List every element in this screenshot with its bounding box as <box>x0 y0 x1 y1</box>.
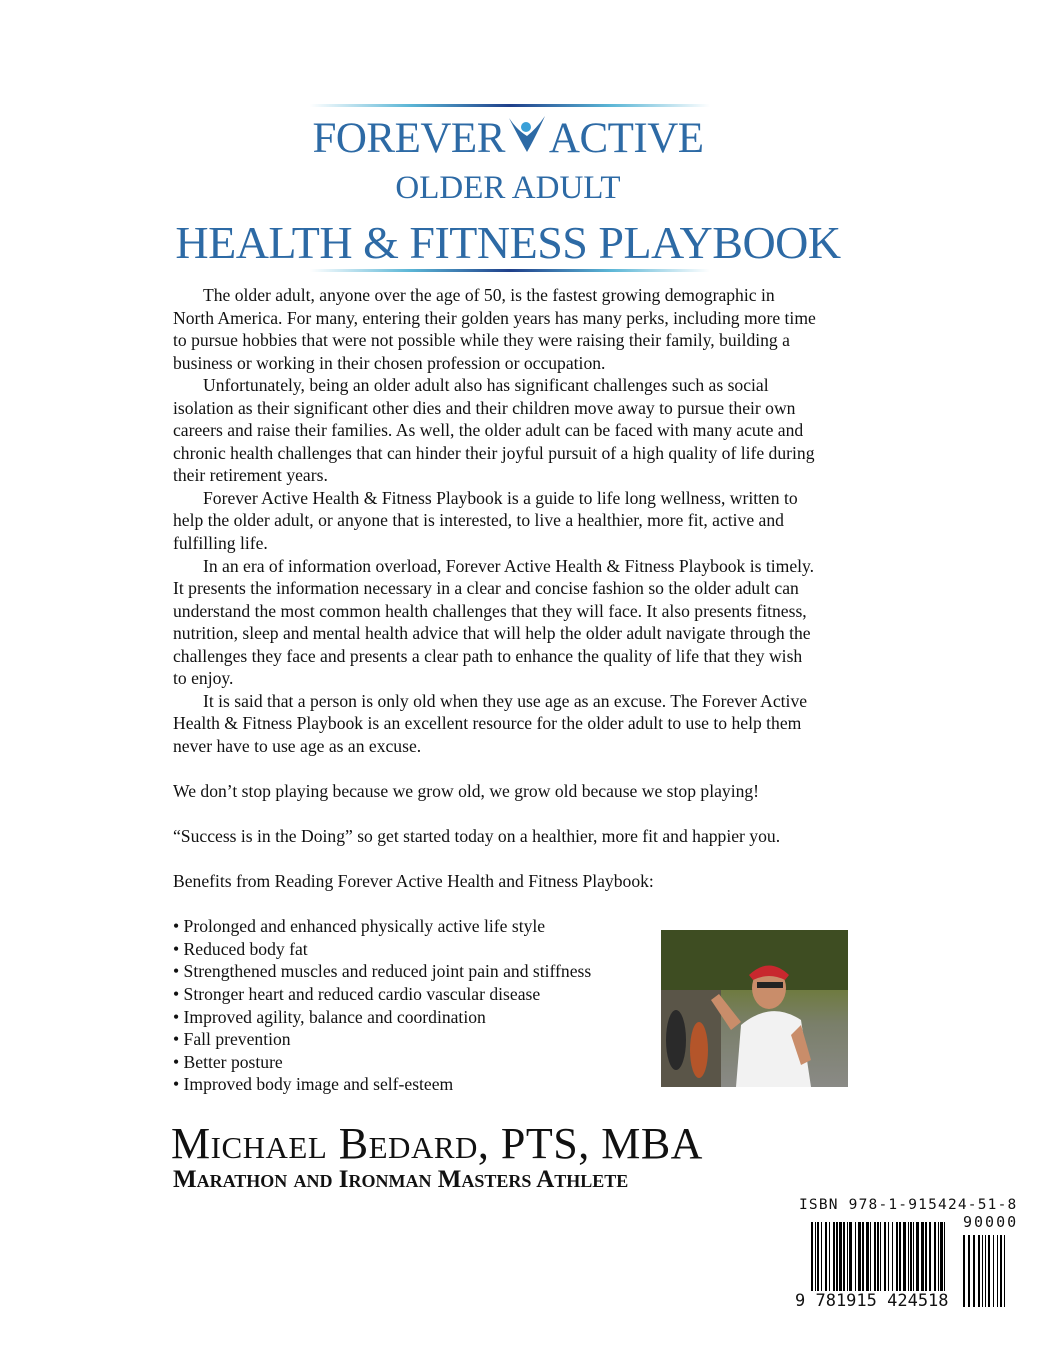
barcode-digits: 9 781915 424518 <box>795 1291 949 1311</box>
paragraph-line: Forever Active Health & Fitness Playbook is a guide to life long wellness, written to <box>203 487 798 508</box>
blank-line <box>173 893 873 916</box>
paragraph-line: It is said that a person is only old when they use age as an excuse. The Forever Active <box>203 690 808 711</box>
paragraph-line: North America. For many, entering their golden years has many perks, including more time <box>173 307 816 328</box>
logo-word-forever: FOREVER <box>312 115 505 162</box>
addon-bar <box>1004 1235 1005 1307</box>
addon-bar <box>968 1235 970 1307</box>
paragraph-line: chronic health challenges that can hinder their joyful pursuit of a high quality of life during <box>173 442 815 463</box>
book-title: HEALTH & FITNESS PLAYBOOK <box>175 217 841 268</box>
benefit-list-item: • Improved body image and self-esteem <box>173 1074 454 1095</box>
addon-bar <box>963 1235 965 1307</box>
addon-bar <box>993 1235 994 1307</box>
paragraph-line: to pursue hobbies that were not possible while they were raising their family, building a <box>173 330 790 351</box>
paragraph-line: The older adult, anyone over the age of 50, is the fastest growing demographic in <box>203 285 775 305</box>
benefit-list-item: • Improved agility, balance and coordination <box>173 1006 486 1027</box>
author-name: Michael Bedard, PTS, MBA <box>171 1119 703 1168</box>
author-credentials: Marathon and Ironman Masters Athlete <box>173 1166 629 1193</box>
paragraph-line: understand the most common health challenges that they will face. It also presents fitness, <box>173 600 807 621</box>
top-decorative-rule <box>310 104 710 107</box>
addon-bar <box>1000 1235 1002 1307</box>
paragraph-line: Health & Fitness Playbook is an excellent resource for the older adult to use to help them <box>173 713 802 734</box>
addon-bar <box>978 1235 980 1307</box>
paragraph-line: business or working in their chosen profession or occupation. <box>173 352 606 373</box>
active-person-icon <box>505 114 549 152</box>
paragraph-line: We don’t stop playing because we grow old, we grow old because we stop playing! <box>173 781 760 802</box>
paragraph-line: their retirement years. <box>173 465 328 486</box>
paragraph-line: isolation as their significant other dies and their children move away to pursue their own <box>173 397 796 418</box>
addon-bar <box>997 1235 998 1307</box>
logo-subtitle: OLDER ADULT <box>395 170 621 206</box>
paragraph-line: help the older adult, or anyone that is interested, to live a healthier, more fit, active and <box>173 510 784 531</box>
blank-line <box>173 757 873 780</box>
paragraph-line: fulfilling life. <box>173 533 268 554</box>
addon-bar <box>985 1235 986 1307</box>
benefit-list-item: • Fall prevention <box>173 1029 291 1050</box>
paragraph-line: “Success is in the Doing” so get started today on a healthier, more fit and happier you. <box>173 826 781 847</box>
author-photo <box>661 930 848 1087</box>
benefit-list-item: • Prolonged and enhanced physically active life style <box>173 916 546 937</box>
logo-word-active: ACTIVE <box>548 115 704 162</box>
benefit-list-item: • Stronger heart and reduced cardio vascular disease <box>173 983 541 1004</box>
price-addon-code: 90000 <box>963 1213 1019 1231</box>
blank-line <box>173 803 873 826</box>
isbn-label: ISBN 978-1-915424-51-8 <box>799 1197 1018 1213</box>
paragraph-line: It presents the information necessary in a clear and concise fashion so the older adult can <box>173 578 799 599</box>
paragraph-line: careers and raise their families. As well, the older adult can be faced with many acute and <box>173 420 804 441</box>
paragraph-line: never have to use age as an excuse. <box>173 735 422 756</box>
paragraph-line: Unfortunately, being an older adult also has significant challenges such as social <box>203 375 769 396</box>
logo-title <box>0 114 1016 163</box>
addon-bar <box>988 1235 990 1307</box>
addon-bar <box>973 1235 975 1307</box>
addon-bar <box>982 1235 983 1307</box>
paragraph-line: nutrition, sleep and mental health advice that will help the older adult navigate through the <box>173 623 811 644</box>
benefit-list-item: • Better posture <box>173 1051 283 1072</box>
bottom-decorative-rule <box>310 269 710 272</box>
paragraph-line: In an era of information overload, Forever Active Health & Fitness Playbook is timely. <box>203 555 815 576</box>
paragraph-line: to enjoy. <box>173 668 234 689</box>
paragraph-line: Benefits from Reading Forever Active Health and Fitness Playbook: <box>173 871 654 892</box>
blank-line <box>173 848 873 871</box>
benefit-list-item: • Strengthened muscles and reduced joint pain and stiffness <box>173 961 592 982</box>
isbn-barcode <box>795 1197 1019 1317</box>
benefit-list-item: • Reduced body fat <box>173 938 308 959</box>
paragraph-line: challenges they face and presents a clear path to enhance the quality of life that they wish <box>173 645 803 666</box>
